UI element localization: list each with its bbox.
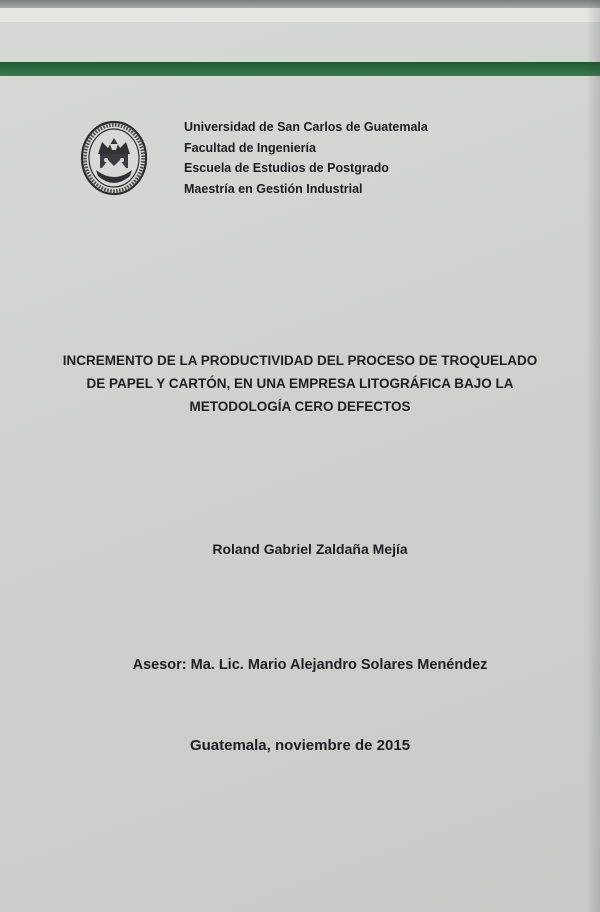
place-and-date: Guatemala, noviembre de 2015 (189, 737, 411, 754)
school-name: Escuela de Estudios de Postgrado (184, 161, 389, 175)
scan-top-highlight (0, 8, 600, 22)
title-line-1: INCREMENTO DE LA PRODUCTIVIDAD DEL PROCESO DE TROQUELADO (62, 353, 538, 368)
university-name: Universidad de San Carlos de Guatemala (184, 120, 428, 134)
faculty-name: Facultad de Ingeniería (184, 140, 316, 155)
title-line-2: DE PAPEL Y CARTÓN, EN UNA EMPRESA LITOGRÁFICA BAJO LA (86, 376, 514, 391)
author-name: Roland Gabriel Zaldaña Mejía (212, 541, 408, 557)
institution-header (184, 117, 428, 199)
green-header-band (0, 62, 600, 76)
program-name: Maestría en Gestión Industrial (184, 181, 363, 196)
thesis-title (50, 349, 550, 418)
scan-top-edge (0, 0, 600, 8)
title-line-3: METODOLOGÍA CERO DEFECTOS (189, 399, 411, 414)
advisor-line: Asesor: Ma. Lic. Mario Alejandro Solares Menéndez (132, 657, 488, 673)
page-edge-shadow (586, 0, 600, 912)
university-seal-icon (80, 120, 148, 196)
